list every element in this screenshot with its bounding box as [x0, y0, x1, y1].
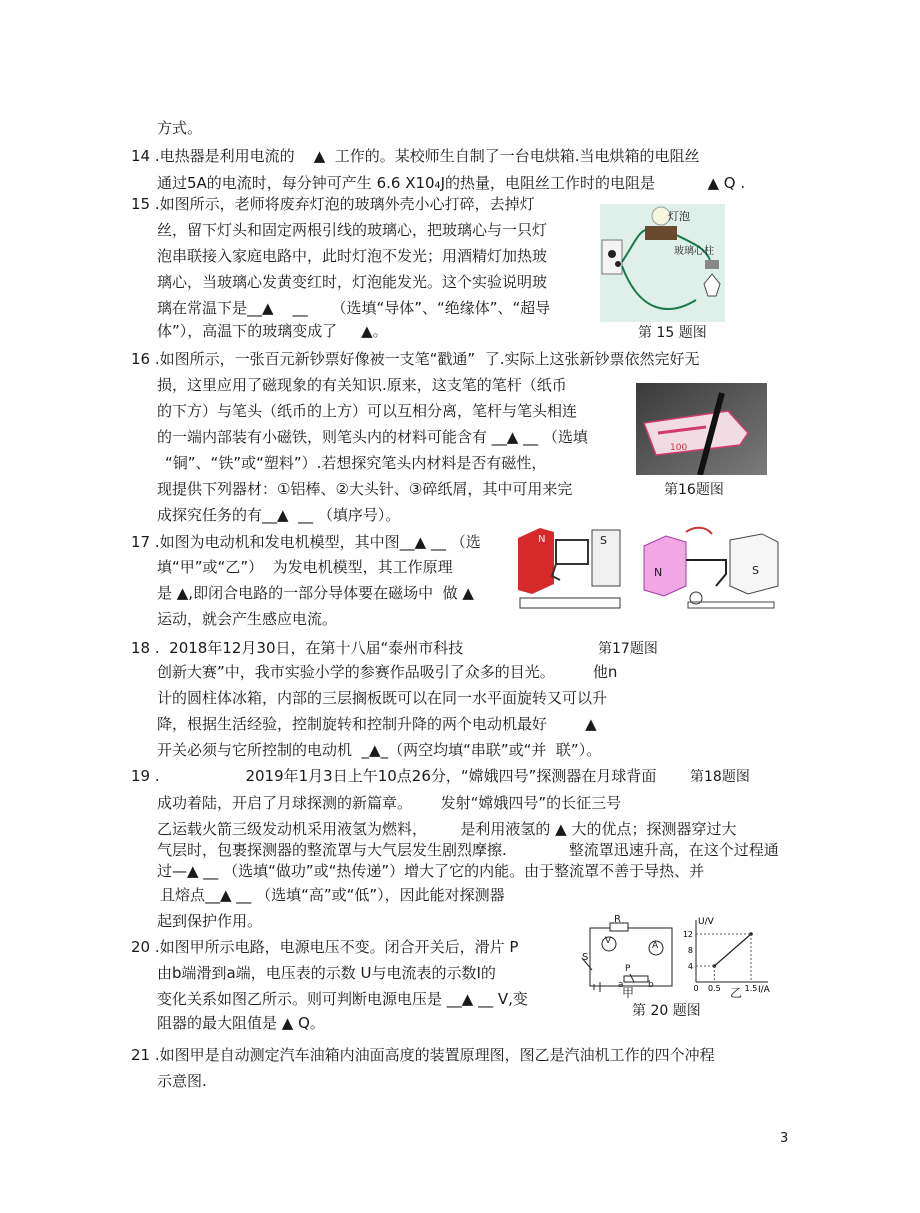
figure-15: [600, 204, 725, 344]
circuit-a-label: A: [652, 941, 659, 951]
text-line: 运动，就会产生感应电流。: [157, 610, 338, 628]
banknote-value: 100: [670, 443, 688, 453]
label-glass-core: 玻璃心柱: [674, 246, 714, 257]
motor-generator-models: [516, 524, 781, 610]
text-line: 且熔点__▲ __ （选填“高”或“低”），因此能对探测器: [160, 886, 505, 904]
u-i-line: [714, 934, 751, 966]
question-21: 21 .如图甲是自动测定汽车油箱内油面高度的装置原理图，图乙是汽油机工作的四个冲程: [131, 1046, 715, 1064]
text-line: 是 ▲,即闭合电路的一部分导体要在磁场中 做 ▲: [157, 584, 474, 602]
text-line: 起到保护作用。: [157, 912, 263, 930]
label-yi: 乙: [730, 986, 743, 1000]
question-15: 15 .如图所示，老师将废弃灯泡的玻璃外壳小心打碎，去掉灯: [131, 195, 535, 213]
question-18: 18 . 2018年12月30日，在第十八届“泰州市科技: [131, 639, 464, 657]
figure-16: [636, 383, 767, 499]
question-20: 20 .如图甲所示电路，电源电压不变。闭合开关后，滑片 P: [131, 938, 519, 956]
text-line: 的一端内部装有小磁铁，则笔头内的材料可能含有 __▲ __ （选填: [157, 428, 588, 446]
banknote-pen-photo: [636, 383, 767, 475]
figure-20: [572, 914, 772, 1024]
text-line: 损，这里应用了磁现象的有关知识.原来，这支笔的笔杆（纸币: [157, 376, 567, 394]
text-line: 丝，留下灯头和固定两根引线的玻璃心，把玻璃心与一只灯: [157, 221, 548, 239]
circuit-b-end-label: b: [648, 980, 654, 990]
circuit-r-label: R: [614, 914, 621, 925]
text-line: 成功着陆，开启了月球探测的新篇章。 发射“嫦娥四号”的长征三号: [157, 794, 622, 812]
question-16: 16 .如图所示，一张百元新钞票好像被一支笔“戳通” 了.实际上这张新钞票依然完好无: [131, 350, 700, 368]
y-axis-label: U/V: [698, 917, 714, 927]
magnet-s-label: S: [600, 534, 607, 547]
circuit-s-label: S: [582, 952, 589, 963]
figure-17-caption: 第17题图: [598, 641, 658, 657]
text-line: 开关必须与它所控制的电动机 _▲_（两空均填“串联”或“并 联”）。: [157, 741, 602, 759]
text-line: 乙运载火箭三级发动机采用液氢为燃料， 是利用液氢的 ▲ 大的优点；探测器穿过大: [157, 820, 737, 838]
figure-18-caption: 第18题图: [690, 769, 750, 785]
text-line: 示意图.: [157, 1072, 207, 1090]
text-line: 通过5A的电流时，每分钟可产生 6.6 X10₄J的热量，电阻丝工作时的电阻是 ▲ Q .: [157, 174, 746, 192]
text-line: 方式。: [157, 119, 203, 137]
text-line: 由b端滑到a端，电压表的示数 U与电流表的示数I的: [157, 964, 496, 982]
x-tick-label: 1.5: [744, 984, 758, 993]
text-line: 现提供下列器材：①铝棒、②大头针、③碎纸屑，其中可用来完: [157, 480, 573, 498]
magnet-s-label: S: [752, 564, 759, 577]
y-tick-label: 8: [687, 946, 693, 955]
text-line: 体”），高温下的玻璃变成了 ▲。: [157, 322, 388, 340]
text-line: 降，根据生活经验，控制旋转和控制升降的两个电动机最好 ▲: [157, 715, 597, 733]
text-line: 泡串联接入家庭电路中，此时灯泡不发光；用酒精灯加热玻: [157, 247, 548, 265]
figure-17: [516, 524, 781, 610]
figure-15-caption: 第 15 题图: [638, 325, 707, 341]
circuit-p-label: P: [625, 964, 631, 974]
x-tick-label: 0: [693, 984, 699, 993]
x-axis-label: I/A: [758, 985, 770, 994]
text-line: 过—▲ __ （选填“做功”或“热传递”）增大了它的内能。由于整流罩不善于导热、并: [157, 862, 705, 880]
circuit-a-end-label: a: [618, 980, 624, 990]
text-line: 计的圆柱体冰箱，内部的三层搁板既可以在同一水平面旋转又可以升: [157, 689, 608, 707]
question-17: 17 .如图为电动机和发电机模型，其中图__▲ __ （选: [131, 533, 481, 551]
text-line: 璃在常温下是__▲ __ （选填“导体”、“绝缘体”、“超导: [157, 299, 551, 317]
u-i-graph: [676, 916, 771, 994]
text-line: 成探究任务的有__▲ __ （填序号）。: [157, 506, 401, 524]
question-19: 19 . 2019年1月3日上午10点26分，“嫦娥四号”探测器在月球背面: [131, 767, 657, 785]
label-bulb: 灯泡: [668, 210, 690, 223]
label-jia: 甲: [622, 986, 635, 1000]
text-line: 气层时，包裹探测器的整流罩与大气层发生剧烈摩擦. 整流罩迅速升高，在这个过程通: [157, 841, 779, 859]
y-tick-label: 4: [687, 962, 693, 971]
magnet-n-label: N: [654, 566, 663, 579]
text-line: 阻器的最大阻值是 ▲ Q。: [157, 1014, 325, 1032]
figure-16-caption: 第16题图: [664, 482, 724, 498]
question-14: 14 .电热器是利用电流的 ▲ 工作的。某校师生自制了一台电烘箱.当电烘箱的电阻丝: [131, 147, 700, 165]
magnet-n-label: N: [538, 534, 546, 545]
y-tick-label: 12: [682, 930, 693, 939]
text-line: 填“甲”或“乙”） 为发电机模型，其工作原理: [157, 558, 453, 576]
figure-20-caption: 第 20 题图: [632, 1003, 701, 1019]
page-number: 3: [780, 1131, 789, 1146]
x-tick-label: 0.5: [707, 984, 721, 993]
circuit-v-label: V: [605, 936, 612, 946]
text-line: 变化关系如图乙所示。则可判断电源电压是 __▲ __ V,变: [157, 990, 528, 1008]
text-line: 的下方）与笔头（纸币的上方）可以互相分离，笔杆与笔头相连: [157, 402, 578, 420]
text-line: 璃心，当玻璃心发黄变红时，灯泡能发光。这个实验说明玻: [157, 273, 548, 291]
text-line: 创新大赛”中，我市实验小学的参赛作品吸引了众多的目光。 他n: [157, 663, 618, 681]
text-line: “铜”、“铁”或“塑料”）.若想探究笔头内材料是否有磁性，: [165, 454, 547, 472]
